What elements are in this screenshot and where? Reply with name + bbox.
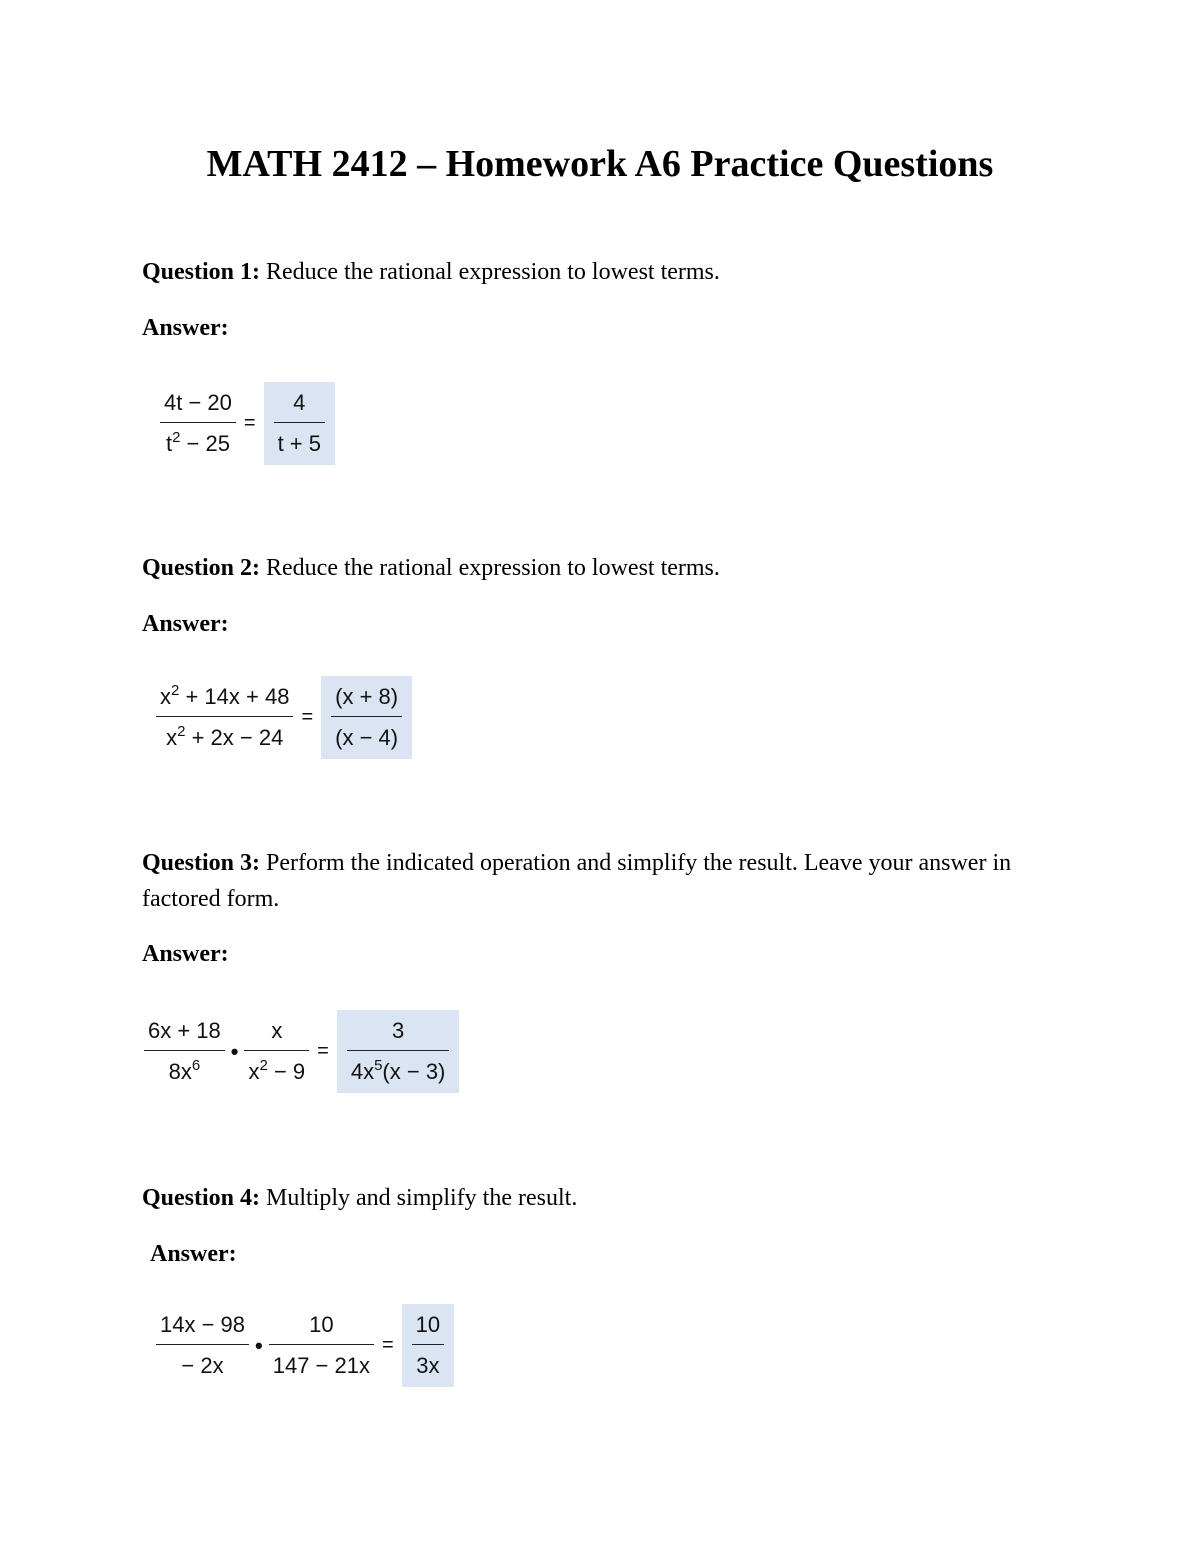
- question-4-label: Question 4:: [142, 1185, 261, 1211]
- q2-rhs-fraction: [331, 684, 402, 751]
- equals-sign: =: [381, 1334, 394, 1356]
- q4-rhs-denominator: 3x: [416, 1353, 440, 1378]
- question-3-text: Perform the indicated operation and simplify the result. Leave your answer in factored form.: [142, 850, 1012, 912]
- question-4: [142, 1180, 1042, 1216]
- q4-rhs-numerator: 10: [415, 1312, 441, 1337]
- q1-lhs-numerator: 4t − 20: [164, 390, 232, 415]
- page-title: MATH 2412 – Homework A6 Practice Questions: [206, 143, 994, 185]
- question-1-text: Reduce the rational expression to lowest terms.: [260, 259, 720, 285]
- answer-3-label: Answer:: [142, 941, 229, 967]
- q3-factor-2: [244, 1018, 309, 1085]
- fraction-bar: [331, 716, 402, 717]
- q2-answer-box: [321, 676, 412, 759]
- answer-2-expression: [156, 676, 412, 759]
- q1-answer-box: [264, 382, 335, 465]
- multiply-dot: •: [230, 1038, 239, 1064]
- answer-4-expression: [156, 1304, 454, 1387]
- q1-rhs-denominator: t + 5: [277, 431, 321, 456]
- equals-sign: =: [301, 706, 314, 728]
- question-2-label: Question 2:: [142, 555, 261, 581]
- q4-factor-1: [156, 1312, 249, 1379]
- q1-lhs-denominator: $t^2 - 25$: [165, 429, 230, 456]
- question-4-text: Multiply and simplify the result.: [260, 1185, 578, 1211]
- q2-rhs-denominator: (x − 4): [335, 725, 399, 750]
- q2-lhs-numerator: $x^2 + 14x + 48$: [160, 682, 290, 709]
- fraction-bar: [160, 422, 236, 423]
- answer-1-expression: [160, 382, 335, 465]
- fraction-bar: [274, 422, 325, 423]
- equals-sign: =: [317, 1040, 329, 1062]
- answer-3-expression: [144, 1010, 459, 1093]
- q1-lhs-fraction: [160, 390, 236, 457]
- fraction-bar: [156, 1344, 249, 1345]
- question-3: [142, 845, 1042, 917]
- q3-rhs-numerator: 3: [391, 1018, 405, 1043]
- q2-lhs-fraction: [156, 684, 293, 751]
- fraction-bar: [156, 716, 293, 717]
- fraction-bar: [269, 1344, 374, 1345]
- q3-rhs-fraction: [347, 1018, 450, 1085]
- q3-factor-1-denominator: $8x^6$: [168, 1057, 201, 1084]
- q3-factor-1-numerator: 6x + 18: [148, 1018, 221, 1043]
- q4-answer-box: [402, 1304, 454, 1387]
- question-2-text: Reduce the rational expression to lowest terms.: [260, 555, 720, 581]
- answer-4-label: Answer:: [150, 1241, 237, 1267]
- q3-factor-2-denominator: $x^2 - 9$: [248, 1057, 306, 1084]
- fraction-bar: [347, 1050, 450, 1051]
- q4-factor-2: [269, 1312, 374, 1379]
- fraction-bar: [412, 1344, 444, 1345]
- equals-sign: =: [243, 412, 256, 434]
- answer-2-label: Answer:: [142, 611, 229, 637]
- multiply-dot: •: [255, 1332, 263, 1358]
- q2-lhs-denominator: $x^2 + 2x - 24$: [166, 723, 284, 750]
- q4-factor-2-denominator: 147 − 21x: [272, 1353, 370, 1378]
- q4-factor-2-numerator: 10: [309, 1312, 334, 1337]
- q2-rhs-numerator: (x + 8): [335, 684, 399, 709]
- q4-factor-1-denominator: − 2x: [181, 1353, 224, 1378]
- answer-1-label: Answer:: [142, 315, 229, 341]
- q1-rhs-numerator: 4: [293, 390, 306, 415]
- question-3-label: Question 3:: [142, 850, 261, 876]
- q1-rhs-fraction: [274, 390, 325, 457]
- fraction-bar: [144, 1050, 225, 1051]
- q3-rhs-denominator: $4x^5(x - 3)$: [350, 1057, 446, 1084]
- question-1-label: Question 1:: [142, 259, 261, 285]
- q3-answer-box: [337, 1010, 460, 1093]
- q4-rhs-fraction: [412, 1312, 444, 1379]
- question-1: [142, 254, 1042, 290]
- q3-factor-1: [144, 1018, 225, 1085]
- question-2: [142, 550, 1042, 586]
- q3-factor-2-numerator: x: [271, 1018, 283, 1043]
- fraction-bar: [244, 1050, 309, 1051]
- q4-factor-1-numerator: 14x − 98: [160, 1312, 246, 1337]
